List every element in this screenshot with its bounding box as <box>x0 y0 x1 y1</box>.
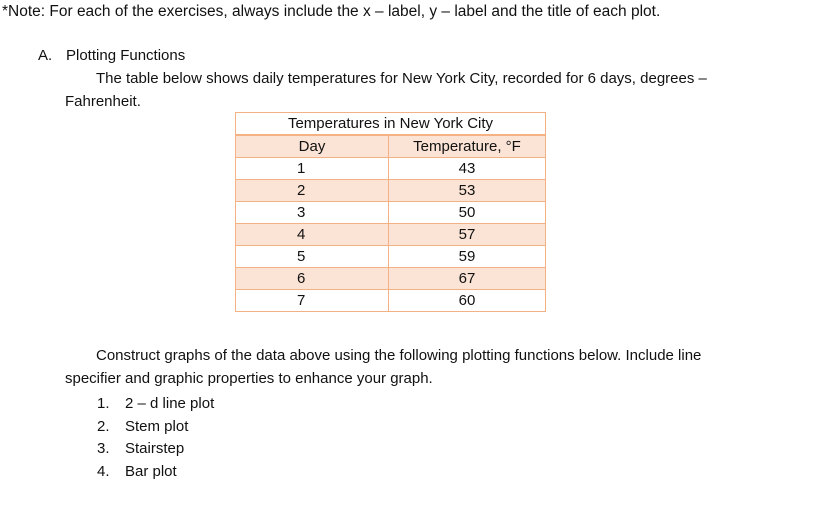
day-cell: 3 <box>236 202 389 224</box>
table-row <box>236 246 546 268</box>
table-caption: Temperatures in New York City <box>236 113 546 136</box>
day-cell: 4 <box>236 224 389 246</box>
column-header-day: Day <box>236 135 389 158</box>
intro-line-1: The table below shows daily temperatures for New York City, recorded for 6 days, degrees – <box>96 70 707 87</box>
instructions-line-1: Construct graphs of the data above using the following plotting functions below. Include line <box>96 347 702 364</box>
section-heading <box>38 47 185 64</box>
temperature-cell: 57 <box>389 224 546 246</box>
table-row <box>236 268 546 290</box>
table-row <box>236 180 546 202</box>
temperature-cell: 43 <box>389 158 546 180</box>
list-item: 2. Stem plot <box>97 417 189 435</box>
table-row <box>236 290 546 312</box>
section-label: A. <box>38 47 53 64</box>
table-row <box>236 158 546 180</box>
table-caption-row <box>236 113 546 136</box>
section-title: Plotting Functions <box>66 47 186 64</box>
temperature-cell: 50 <box>389 202 546 224</box>
instructions-line-2: specifier and graphic properties to enhance your graph. <box>65 370 433 387</box>
temperature-table <box>235 112 546 312</box>
day-cell: 5 <box>236 246 389 268</box>
intro-line-2: Fahrenheit. <box>65 93 141 110</box>
day-cell: 1 <box>236 158 389 180</box>
day-cell: 2 <box>236 180 389 202</box>
table-row <box>236 202 546 224</box>
list-item: 1. 2 – d line plot <box>97 395 215 412</box>
column-header-temperature: Temperature, °F <box>389 135 546 158</box>
day-cell: 6 <box>236 268 389 290</box>
table-header-row <box>236 135 546 158</box>
temperature-cell: 60 <box>389 290 546 312</box>
note-text: *Note: For each of the exercises, always include the x – label, y – label and the title of each plot. <box>2 3 661 20</box>
list-item: 3. Stairstep <box>97 440 185 457</box>
table-row <box>236 224 546 246</box>
day-cell: 7 <box>236 290 389 312</box>
list-item: 4. Bar plot <box>97 462 177 480</box>
temperature-cell: 59 <box>389 246 546 268</box>
temperature-cell: 53 <box>389 180 546 202</box>
plot-task-list <box>97 393 214 483</box>
temperature-cell: 67 <box>389 268 546 290</box>
